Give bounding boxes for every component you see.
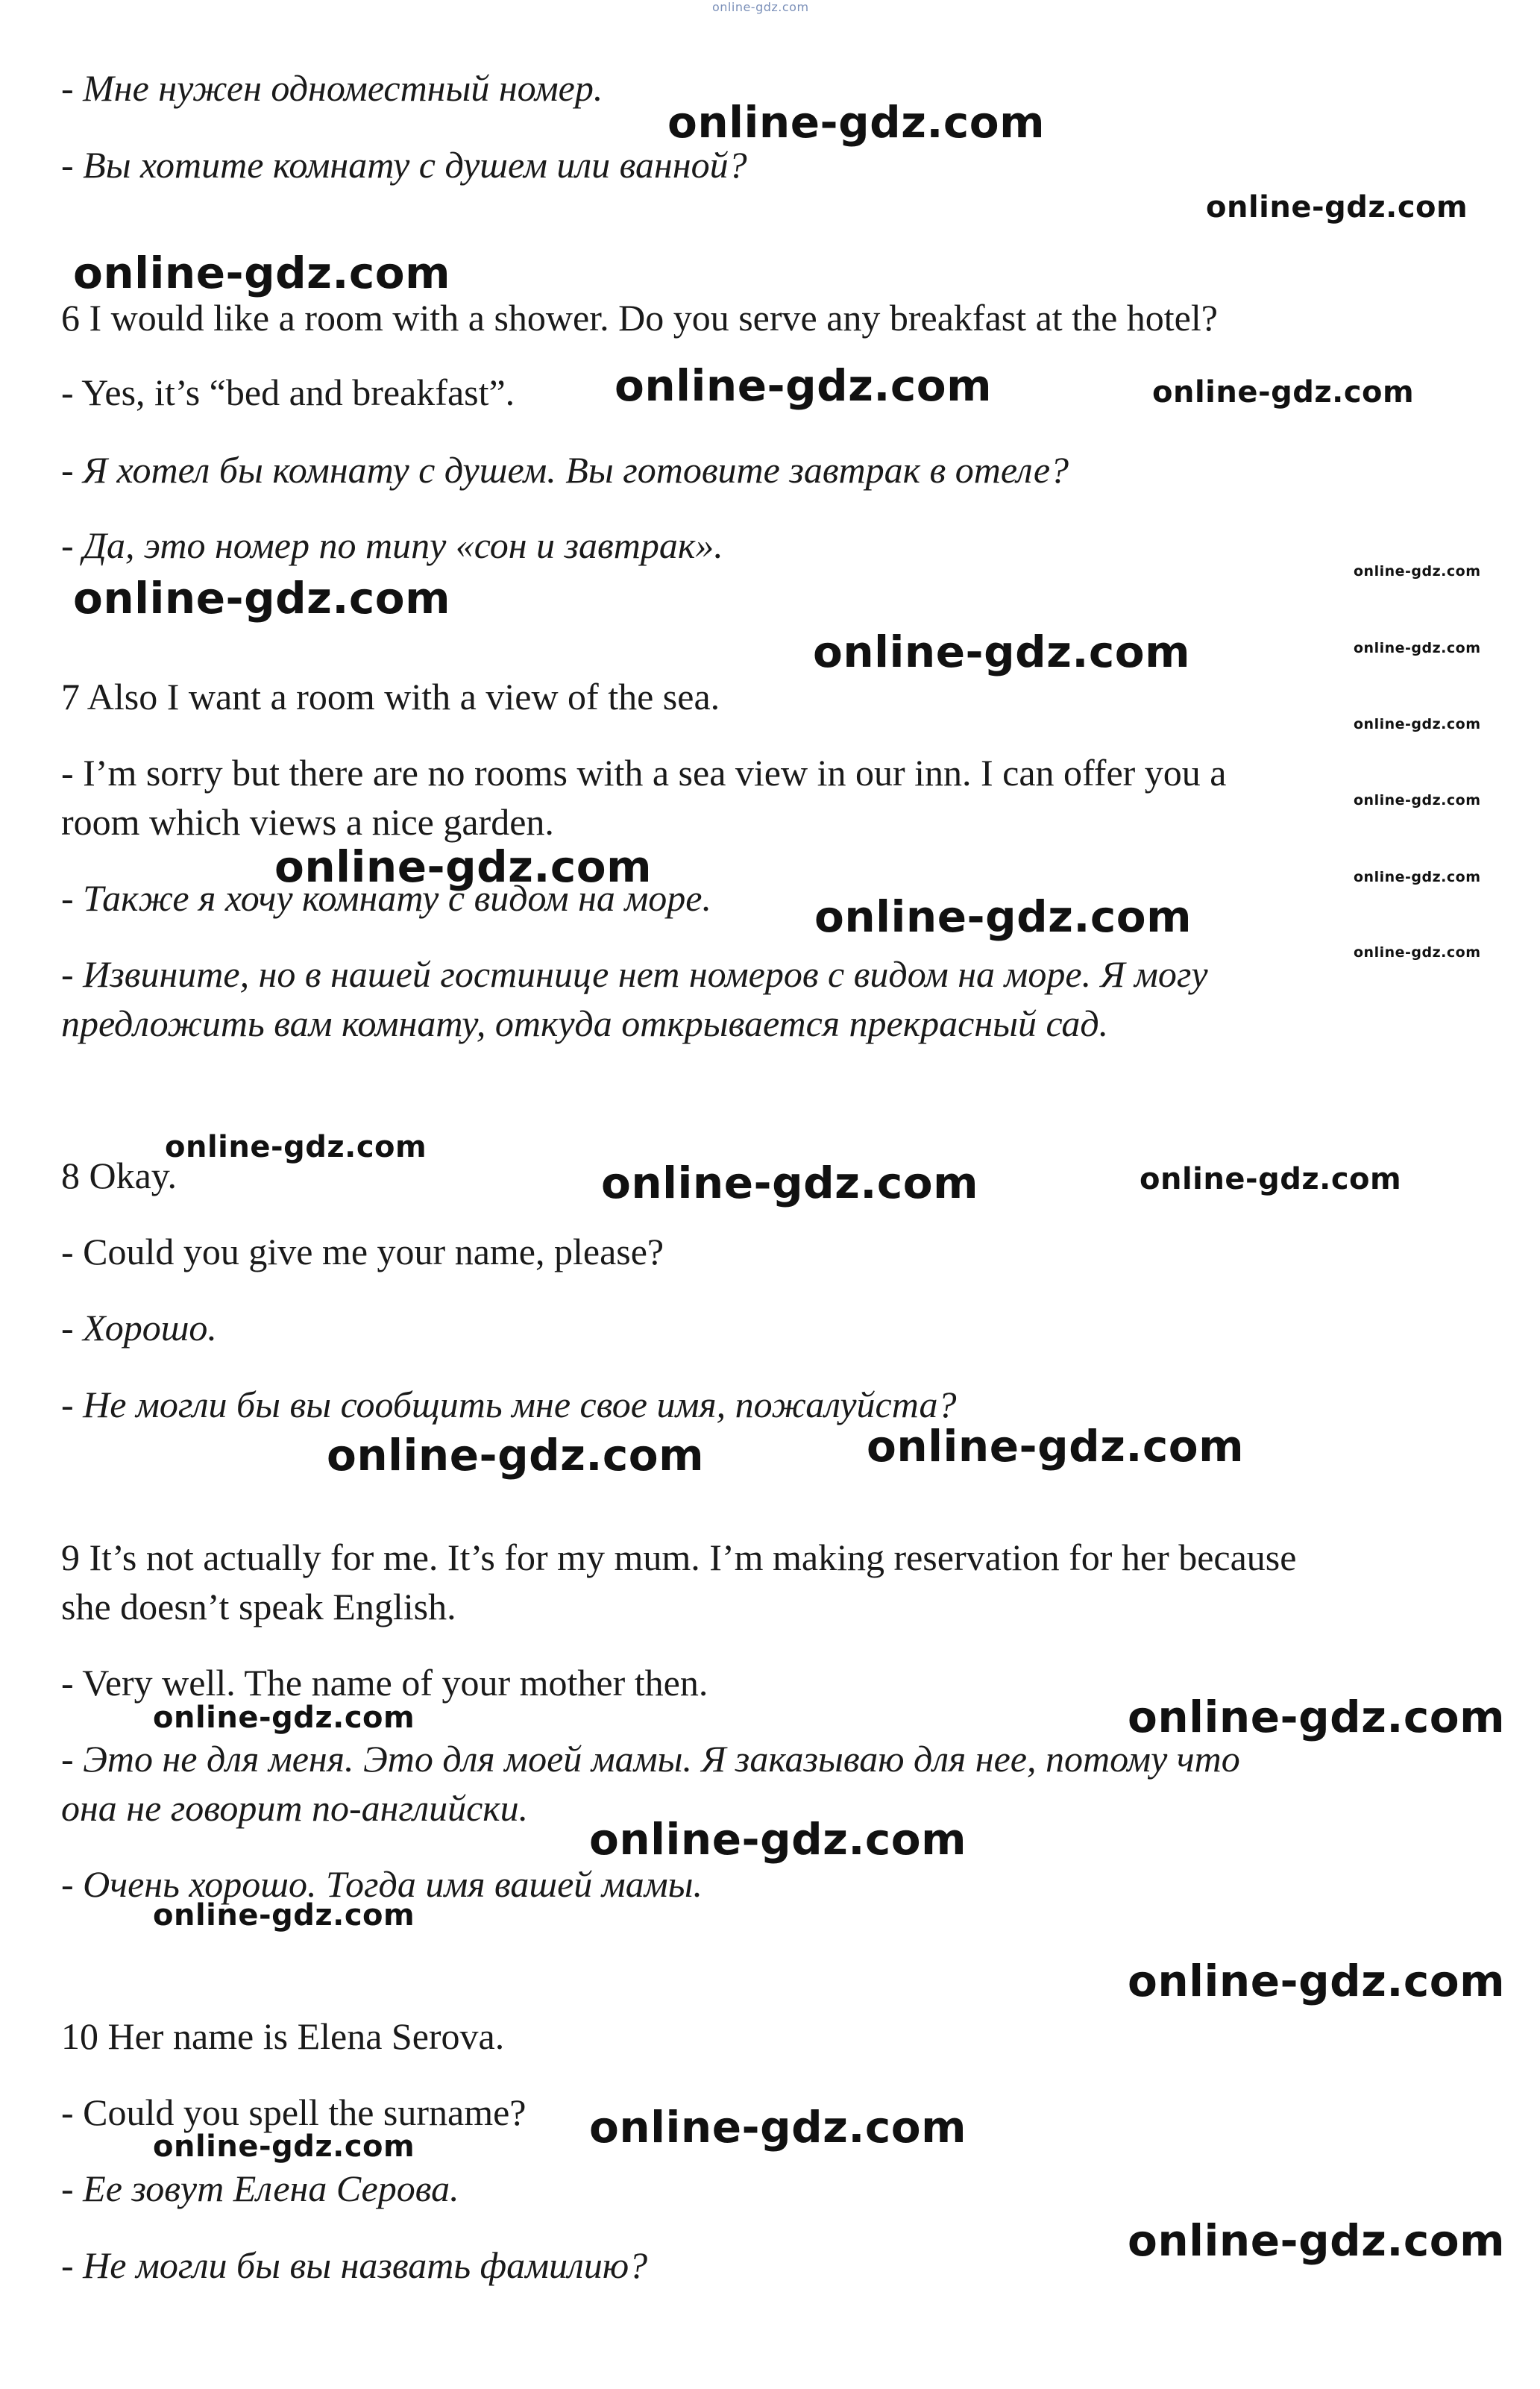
dialog-line: - Could you spell the surname? xyxy=(61,2091,527,2133)
dialog-line: 9 It’s not actually for me. It’s for my mum. I’m making reservation for her because xyxy=(61,1536,1297,1578)
watermark: online-gdz.com xyxy=(1152,375,1415,409)
watermark: online-gdz.com xyxy=(1354,640,1481,656)
watermark: online-gdz.com xyxy=(1128,2215,1506,2266)
watermark: online-gdz.com xyxy=(153,1701,415,1735)
dialog-line: 6 I would like a room with a shower. Do you serve any breakfast at the hotel? xyxy=(61,297,1218,339)
dialog-line: - Очень хорошо. Тогда имя вашей мамы. xyxy=(61,1863,703,1905)
watermark: online-gdz.com xyxy=(667,97,1046,148)
dialog-line: - Мне нужен одноместный номер. xyxy=(61,67,603,109)
dialog-line: 7 Also I want a room with a view of the sea. xyxy=(61,676,720,718)
watermark: online-gdz.com xyxy=(153,1898,415,1933)
dialog-line: room which views a nice garden. xyxy=(61,801,554,843)
watermark: online-gdz.com xyxy=(814,891,1192,942)
watermark: online-gdz.com xyxy=(813,627,1191,677)
watermark: online-gdz.com xyxy=(327,1430,705,1481)
watermark: online-gdz.com xyxy=(274,841,653,892)
watermark: online-gdz.com xyxy=(1128,1956,1506,2006)
dialog-line: - Это не для меня. Это для моей мамы. Я заказываю для нее, потому что xyxy=(61,1738,1240,1780)
watermark: online-gdz.com xyxy=(1128,1692,1506,1742)
dialog-line: - Yes, it’s “bed and breakfast”. xyxy=(61,371,515,413)
dialog-line: - Ее зовут Елена Серова. xyxy=(61,2167,459,2209)
watermark: online-gdz.com xyxy=(153,2129,415,2164)
watermark: online-gdz.com xyxy=(712,0,809,14)
watermark: online-gdz.com xyxy=(589,1814,967,1865)
dialog-line: - Could you give me your name, please? xyxy=(61,1231,664,1272)
watermark: online-gdz.com xyxy=(1140,1162,1402,1196)
dialog-line: - Я хотел бы комнату с душем. Вы готовите завтрак в отеле? xyxy=(61,449,1069,491)
watermark: online-gdz.com xyxy=(601,1158,979,1208)
watermark: online-gdz.com xyxy=(1354,944,1481,961)
dialog-line: - Very well. The name of your mother then. xyxy=(61,1662,708,1704)
watermark: online-gdz.com xyxy=(1354,792,1481,809)
dialog-line: - Также я хочу комнату с видом на море. xyxy=(61,877,711,919)
dialog-line: - Вы хотите комнату с душем или ванной? xyxy=(61,144,747,186)
watermark: online-gdz.com xyxy=(1206,190,1468,225)
dialog-line: 8 Okay. xyxy=(61,1155,177,1196)
dialog-line: предложить вам комнату, откуда открывается прекрасный сад. xyxy=(61,1002,1109,1044)
dialog-line: - I’m sorry but there are no rooms with a sea view in our inn. I can offer you a xyxy=(61,752,1227,794)
watermark: online-gdz.com xyxy=(615,360,993,411)
watermark: online-gdz.com xyxy=(1354,563,1481,580)
dialog-line: - Да, это номер по типу «сон и завтрак». xyxy=(61,524,723,566)
watermark: online-gdz.com xyxy=(589,2102,967,2153)
dialog-line: she doesn’t speak English. xyxy=(61,1586,456,1627)
dialog-line: - Извините, но в нашей гостинице нет номеров с видом на море. Я могу xyxy=(61,953,1208,995)
watermark: online-gdz.com xyxy=(1354,716,1481,732)
dialog-line: она не говорит по-английски. xyxy=(61,1787,529,1829)
watermark: online-gdz.com xyxy=(1354,869,1481,885)
dialog-line: - Не могли бы вы назвать фамилию? xyxy=(61,2244,648,2286)
dialog-line: - Хорошо. xyxy=(61,1307,217,1349)
watermark: online-gdz.com xyxy=(165,1130,427,1164)
watermark: online-gdz.com xyxy=(867,1421,1245,1472)
dialog-line: 10 Her name is Elena Serova. xyxy=(61,2015,505,2057)
dialog-line: - Не могли бы вы сообщить мне свое имя, пожалуйста? xyxy=(61,1384,957,1425)
watermark: online-gdz.com xyxy=(73,573,451,624)
watermark: online-gdz.com xyxy=(73,248,451,298)
